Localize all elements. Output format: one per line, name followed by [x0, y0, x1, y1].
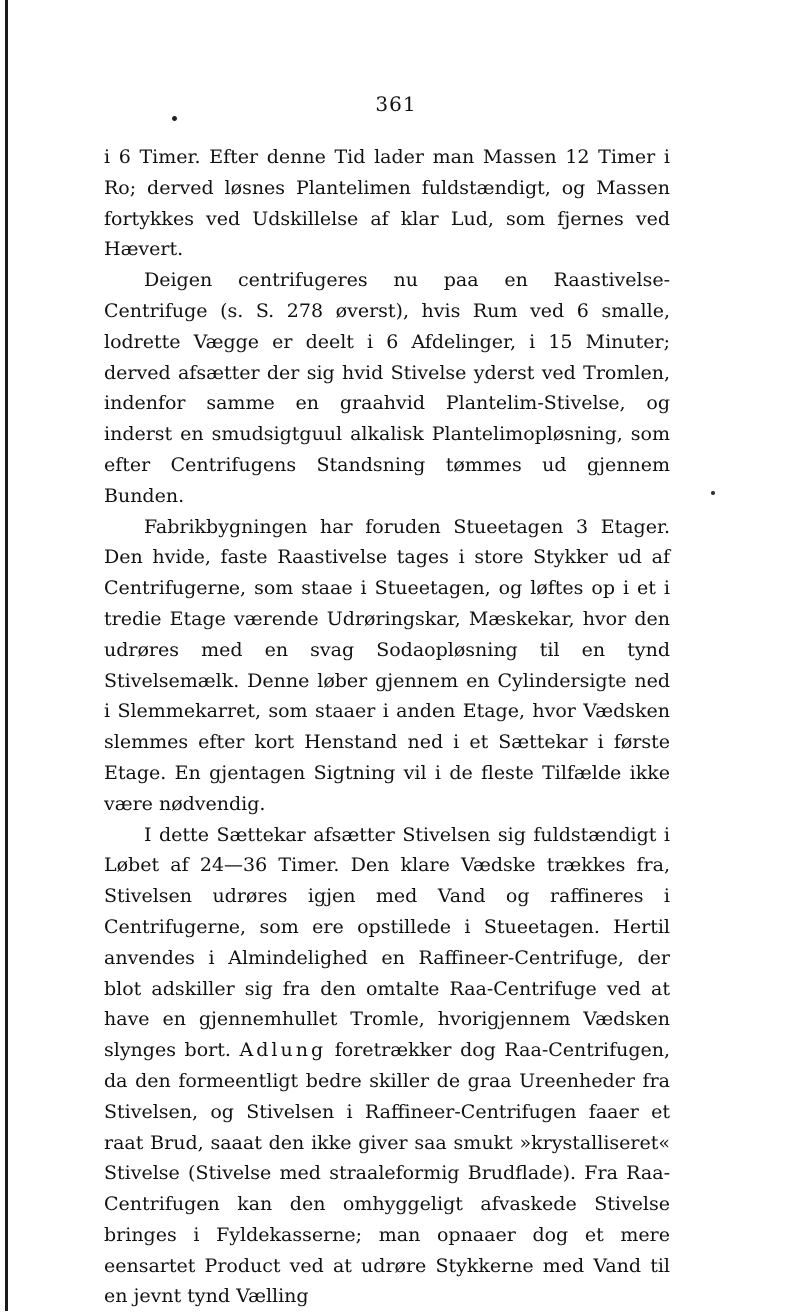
paragraph-2: Deigen centrifugeres nu paa en Raastivelse-Centrifuge (s. S. 278 øverst), hvis Rum ved 6 smalle, lodrette Vægge er deelt i 6 Afdelinger, i 15 Minuter; derved afsætter der sig hvid Stivelse yderst ved Tromlen, indenfor samme en graahvid Plantelim-Stivelse, og inderst en smudsigtguul alkalisk Plantelimopløsning, som efter Centrifugens Standsning tømmes ud gjennem Bunden. [104, 269, 670, 507]
page-number: 361 [375, 92, 417, 116]
paragraph-4-text-after: foretrækker dog Raa-Centrifugen, da den formeentligt bedre skiller de graa Ureenheder fra Stivelsen, og Stivelsen i Raffineer-Centrifugen faaer et raat Brud, saaat den ikke giver saa smukt »krystalliseret« Stivelse (Stivelse med straaleformig Brudflade). Fra Raa-Centrifugen kan den omhyggeligt afvaskede Stivelse bringes i Fyldekasserne; man opnaaer dog et mere eensartet Product ved at udrøre Stykkerne med Vand til en jevnt tynd Vælling [104, 1039, 671, 1308]
paragraph-3: Fabrikbygningen har foruden Stueetagen 3 Etager. Den hvide, faste Raastivelse tages i store Stykker ud af Centrifugerne, som staae i Stueetagen, og løftes op i et i tredie Etage værende Udrøringskar, Mæskekar, hvor den udrøres med en svag Sodaopløsning til en tynd Stivelsemælk. Denne løber gjennem en Cylindersigte ned i Slemmekarret, som staaer i anden Etage, hvor Vædsken slemmes efter kort Henstand ned i et Sættekar i første Etage. En gjentagen Sigtning vil i de fleste Tilfælde ikke være nødvendig. [104, 515, 670, 815]
paragraph-4-text-before: I dette Sættekar afsætter Stivelsen sig fuldstændigt i Løbet af 24—36 Timer. Den klare Vædske trækkes fra, Stivelsen udrøres igjen med Vand og raffineres i Centrifugerne, som ere opstillede i Stueetagen. Hertil anvendes i Almindelighed en Raffineer-Centrifuge, der blot adskiller sig fra den omtalte Raa-Centrifuge ved at have en gjennemhullet Tromle, hvorigjennem Vædsken slynges bort. [104, 823, 670, 1062]
ink-speck [711, 491, 715, 495]
page-left-border [5, 0, 8, 1311]
person-name: Adlung [239, 1039, 327, 1062]
body-text [104, 142, 670, 1312]
ink-speck [172, 116, 177, 121]
paragraph-1: i 6 Timer. Efter denne Tid lader man Massen 12 Timer i Ro; derved løsnes Plantelimen fuldstændigt, og Massen fortykkes ved Udskillelse af klar Lud, som fjernes ved Hævert. [104, 146, 670, 261]
paragraph-4 [104, 820, 670, 1312]
